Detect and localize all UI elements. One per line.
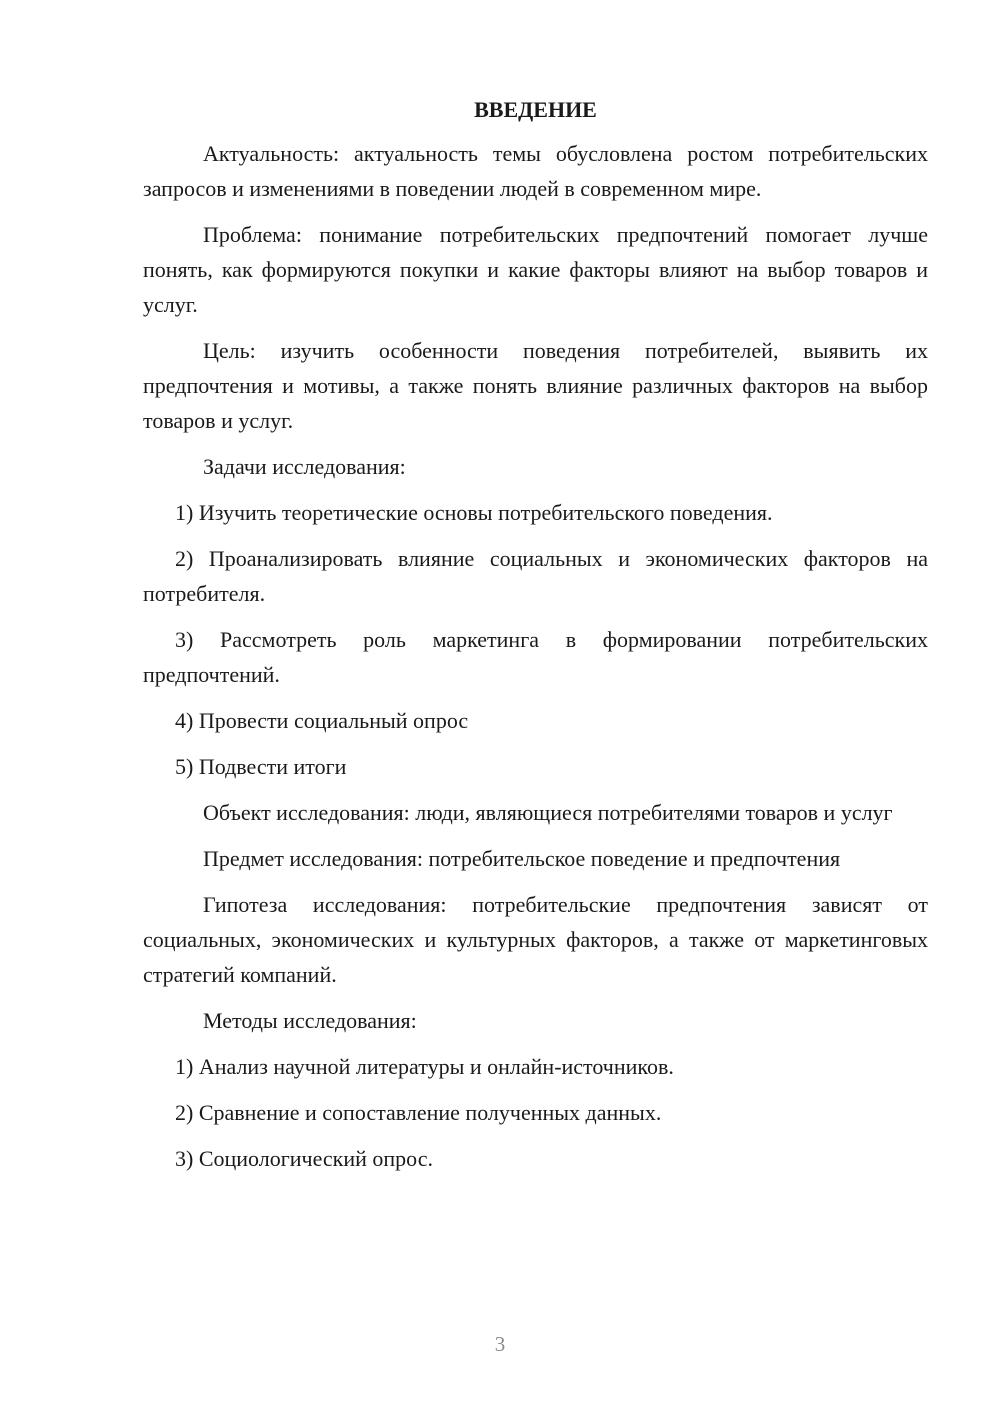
list-item: 3) Социологический опрос. [175, 1146, 433, 1171]
list-item: 5) Подвести итоги [175, 754, 347, 779]
hypothesis-paragraph: Гипотеза исследования: потребительские предпочтения зависят от социальных, экономических и культурных факторов, а также от маркетинговых стратегий компаний. [143, 892, 928, 987]
subject-paragraph: Предмет исследования: потребительское поведение и предпочтения [203, 846, 841, 871]
list-item: 1) Изучить теоретические основы потребительского поведения. [175, 500, 773, 525]
list-item: 4) Провести социальный опрос [175, 708, 469, 733]
problem-paragraph: Проблема: понимание потребительских предпочтений помогает лучше понять, как формируются покупки и какие факторы влияют на выбор товаров и услуг. [143, 222, 928, 317]
tasks-heading: Задачи исследования: [203, 454, 406, 479]
methods-heading: Методы исследования: [203, 1008, 417, 1033]
tasks-list [143, 495, 928, 784]
list-item: 2) Проанализировать влияние социальных и экономических факторов на потребителя. [143, 546, 928, 606]
methods-list [143, 1049, 928, 1176]
page-number: 3 [494, 1332, 506, 1356]
list-item: 2) Сравнение и сопоставление полученных данных. [175, 1100, 662, 1125]
list-item: 3) Рассмотреть роль маркетинга в формировании потребительских предпочтений. [143, 627, 928, 687]
page-title: ВВЕДЕНИЕ [474, 97, 597, 122]
object-paragraph: Объект исследования: люди, являющиеся потребителями товаров и услуг [203, 800, 893, 825]
document-page [143, 94, 928, 1187]
goal-paragraph: Цель: изучить особенности поведения потребителей, выявить их предпочтения и мотивы, а также понять влияние различных факторов на выбор товаров и услуг. [143, 338, 928, 433]
list-item: 1) Анализ научной литературы и онлайн-источников. [175, 1054, 674, 1079]
relevance-paragraph: Актуальность: актуальность темы обусловлена ростом потребительских запросов и изменениями в поведении людей в современном мире. [143, 141, 928, 201]
